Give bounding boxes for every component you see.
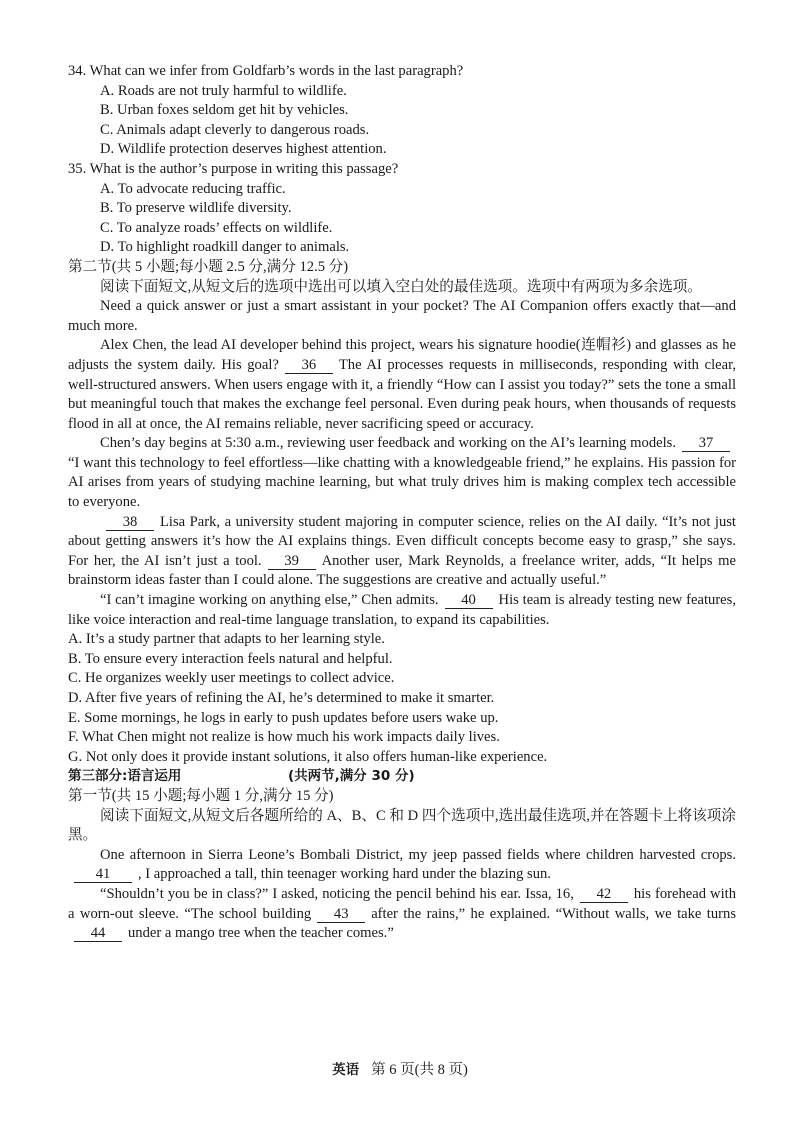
text: Another user, Mark Reynolds, a freelance writer, adds, “It helps me brainstorm ideas faster than I could alone. The suggestions are creative and actually useful.”	[68, 552, 736, 589]
text: Alex Chen, the lead AI developer behind this project, wears his signature hoodie(连帽衫) and glasses as he adjusts the system daily. His goal?	[68, 337, 736, 373]
blank-40: 40	[445, 593, 493, 609]
question-35-option-c: C. To analyze roads’ effects on wildlife.	[100, 219, 333, 236]
section-2-heading: 第二节(共 5 小题;每小题 2.5 分,满分 12.5 分)	[68, 258, 349, 275]
option-d: D. After five years of refining the AI, he’s determined to make it smarter.	[68, 690, 495, 706]
text: Lisa Park, a university student majoring in computer science, relies on the AI daily. “It’s not just about getting answers it’s how the AI explains things. Even difficult concepts become easy to grasp,” she says. For her, the AI isn’t just a tool.	[68, 513, 736, 569]
blank-44: 44	[74, 926, 122, 942]
cloze-paragraph-1	[68, 846, 736, 885]
part-3-note: (共两节,满分 30 分)	[288, 768, 415, 785]
question-34-option-b: B. Urban foxes seldom get hit by vehicles.	[100, 102, 349, 119]
text: , I approached a tall, thin teenager working hard under the blazing sun.	[138, 866, 551, 883]
passage-paragraph-5	[68, 591, 736, 630]
part-3-sub-heading: 第一节(共 15 小题;每小题 1 分,满分 15 分)	[68, 787, 334, 804]
text: after the rains,” he explained. “Without walls, we take turns	[371, 905, 736, 922]
text: “Shouldn’t you be in class?” I asked, noticing the pencil behind his ear. Issa, 16,	[100, 885, 574, 902]
text: “I can’t imagine working on anything else,” Chen admits.	[100, 592, 439, 609]
blank-36: 36	[285, 358, 333, 374]
question-34-option-d: D. Wildlife protection deserves highest attention.	[100, 141, 387, 158]
option-f: F. What Chen might not realize is how much his work impacts daily lives.	[68, 729, 500, 746]
part-3-heading	[68, 767, 736, 787]
footer-subject: 英语	[332, 1062, 360, 1078]
question-34-option-a: A. Roads are not truly harmful to wildlife.	[100, 82, 347, 99]
exam-page	[68, 62, 736, 944]
passage-paragraph-2	[68, 336, 736, 434]
blank-41: 41	[74, 867, 132, 883]
text: Chen’s day begins at 5:30 a.m., reviewing user feedback and working on the AI’s learning models.	[100, 435, 676, 452]
text: One afternoon in Sierra Leone’s Bombali District, my jeep passed fields where children harvested crops.	[100, 846, 736, 863]
text: under a mango tree when the teacher comes.”	[128, 925, 394, 942]
option-b: B. To ensure every interaction feels natural and helpful.	[68, 650, 393, 667]
section-2-instruction: 阅读下面短文,从短文后的选项中选出可以填入空白处的最佳选项。选项中有两项为多余选项。	[100, 278, 702, 295]
option-g: G. Not only does it provide instant solutions, it also offers human-like experience.	[68, 748, 548, 765]
question-35-option-d: D. To highlight roadkill danger to animals.	[100, 239, 350, 256]
passage-paragraph-3	[68, 434, 736, 512]
passage-paragraph-4	[68, 513, 736, 591]
part-3-title: 第三部分:语言运用	[68, 768, 182, 785]
question-35-stem: 35. What is the author’s purpose in writing this passage?	[68, 160, 399, 177]
text: The AI processes requests in milliseconds, responding with clear, well-structured answers. When users engage with it, a friendly “How can I assist you today?” sets the tone a small but meaningful touch that makes the exchange feel personal. Even during peak hours, when thousands of requests flood in all at once, the AI remains reliable, never sacrificing speed or accuracy.	[68, 356, 737, 432]
passage-paragraph-1: Need a quick answer or just a smart assistant in your pocket? The AI Companion offers exactly that—and much more.	[68, 298, 736, 334]
cloze-paragraph-2	[68, 885, 736, 944]
text: “I want this technology to feel effortless—like chatting with a knowledgeable friend,” he explains. His passion for AI arises from years of studying machine learning, but what truly drives him is making complex tech accessible to everyone.	[68, 454, 736, 511]
text: his forehead with a worn-out sleeve. “The school building	[68, 885, 736, 922]
question-34-option-c: C. Animals adapt cleverly to dangerous roads.	[100, 121, 370, 138]
blank-38: 38	[106, 515, 154, 531]
question-35-option-b: B. To preserve wildlife diversity.	[100, 200, 292, 217]
question-34-stem: 34. What can we infer from Goldfarb’s words in the last paragraph?	[68, 63, 464, 79]
option-c: C. He organizes weekly user meetings to collect advice.	[68, 670, 395, 687]
part-3-instruction: 阅读下面短文,从短文后各题所给的 A、B、C 和 D 四个选项中,选出最佳选项,并在答题卡上将该项涂黑。	[68, 807, 736, 844]
blank-43: 43	[317, 907, 365, 923]
option-e: E. Some mornings, he logs in early to push updates before users wake up.	[68, 709, 499, 726]
text: His team is already testing new features, like voice interaction and real-time language translation, to expand its capabilities.	[68, 592, 736, 628]
footer-page-number: 第 6 页(共 8 页)	[371, 1062, 468, 1078]
option-a: A. It’s a study partner that adapts to her learning style.	[68, 631, 385, 648]
page-footer	[0, 1058, 800, 1079]
question-35-option-a: A. To advocate reducing traffic.	[100, 180, 286, 197]
blank-37: 37	[682, 436, 730, 452]
blank-39: 39	[268, 554, 316, 570]
blank-42: 42	[580, 887, 628, 903]
